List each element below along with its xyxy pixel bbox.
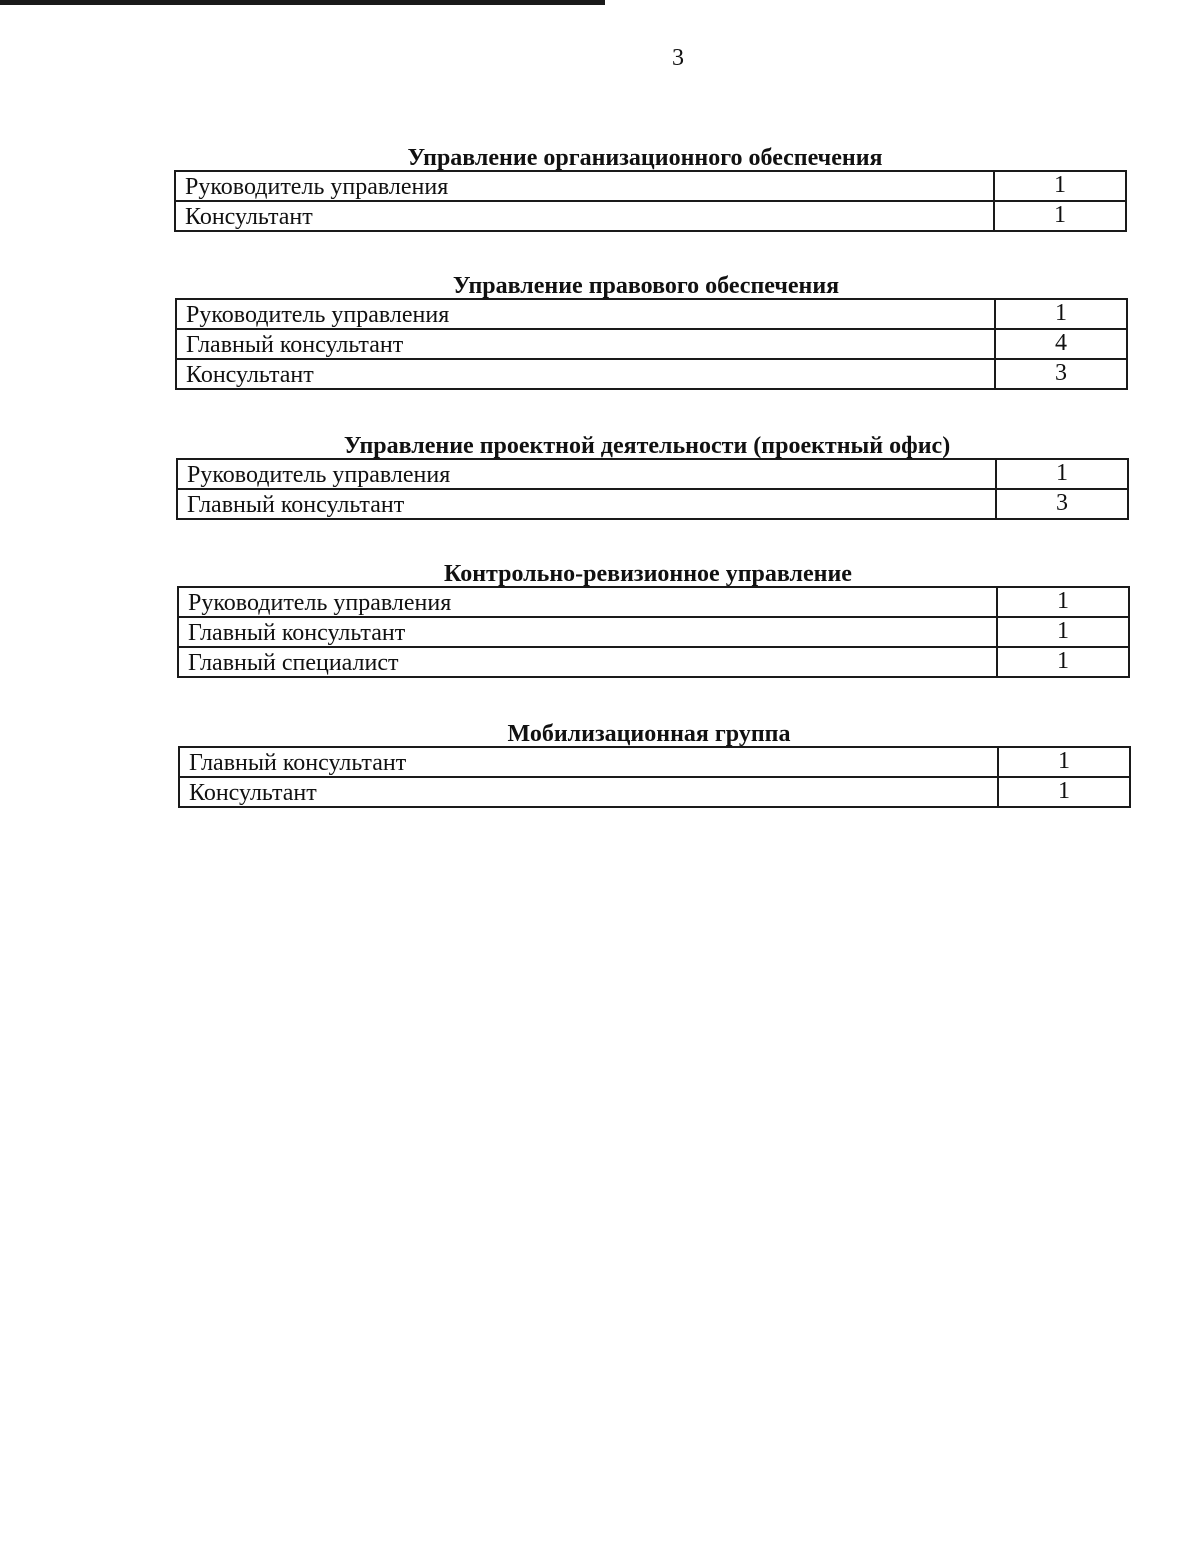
count-cell: 1 — [997, 587, 1129, 617]
section-project-office — [176, 434, 1118, 520]
section-legal-support — [175, 274, 1117, 390]
table-row — [175, 171, 1126, 201]
count-cell: 1 — [998, 777, 1130, 807]
table-row — [178, 617, 1129, 647]
section-title: Управление проектной деятельности (проектный офис) — [343, 433, 951, 459]
table-row — [175, 201, 1126, 231]
table-row — [178, 647, 1129, 677]
staff-table — [175, 298, 1128, 390]
position-cell: Руководитель управления — [175, 171, 994, 201]
section-mobilization-group — [178, 722, 1120, 808]
scan-edge-mark — [0, 0, 605, 5]
table-row — [179, 777, 1130, 807]
section-title: Мобилизационная группа — [507, 721, 791, 747]
count-cell: 1 — [996, 459, 1128, 489]
position-cell: Консультант — [179, 777, 998, 807]
section-title: Контрольно-ревизионное управление — [444, 561, 852, 587]
position-cell: Главный специалист — [178, 647, 997, 677]
table-row — [176, 329, 1127, 359]
count-cell: 1 — [997, 617, 1129, 647]
table-row — [176, 359, 1127, 389]
section-title: Управление организационного обеспечения — [407, 145, 883, 171]
section-organizational-support — [174, 146, 1116, 232]
count-cell: 3 — [996, 489, 1128, 519]
count-cell: 4 — [995, 329, 1127, 359]
position-cell: Руководитель управления — [177, 459, 996, 489]
count-cell: 1 — [998, 747, 1130, 777]
table-row — [177, 459, 1128, 489]
position-cell: Главный консультант — [176, 329, 995, 359]
position-cell: Главный консультант — [179, 747, 998, 777]
table-row — [176, 299, 1127, 329]
section-title: Управление правового обеспечения — [452, 273, 840, 299]
count-cell: 1 — [997, 647, 1129, 677]
count-cell: 1 — [994, 171, 1126, 201]
table-row — [177, 489, 1128, 519]
page-number: 3 — [672, 45, 684, 71]
position-cell: Главный консультант — [177, 489, 996, 519]
staff-table — [174, 170, 1127, 232]
position-cell: Консультант — [176, 359, 995, 389]
count-cell: 3 — [995, 359, 1127, 389]
position-cell: Главный консультант — [178, 617, 997, 647]
count-cell: 1 — [994, 201, 1126, 231]
section-audit-control — [177, 562, 1119, 678]
table-row — [179, 747, 1130, 777]
position-cell: Консультант — [175, 201, 994, 231]
table-row — [178, 587, 1129, 617]
position-cell: Руководитель управления — [176, 299, 995, 329]
position-cell: Руководитель управления — [178, 587, 997, 617]
staff-table — [178, 746, 1131, 808]
count-cell: 1 — [995, 299, 1127, 329]
staff-table — [176, 458, 1129, 520]
staff-table — [177, 586, 1130, 678]
